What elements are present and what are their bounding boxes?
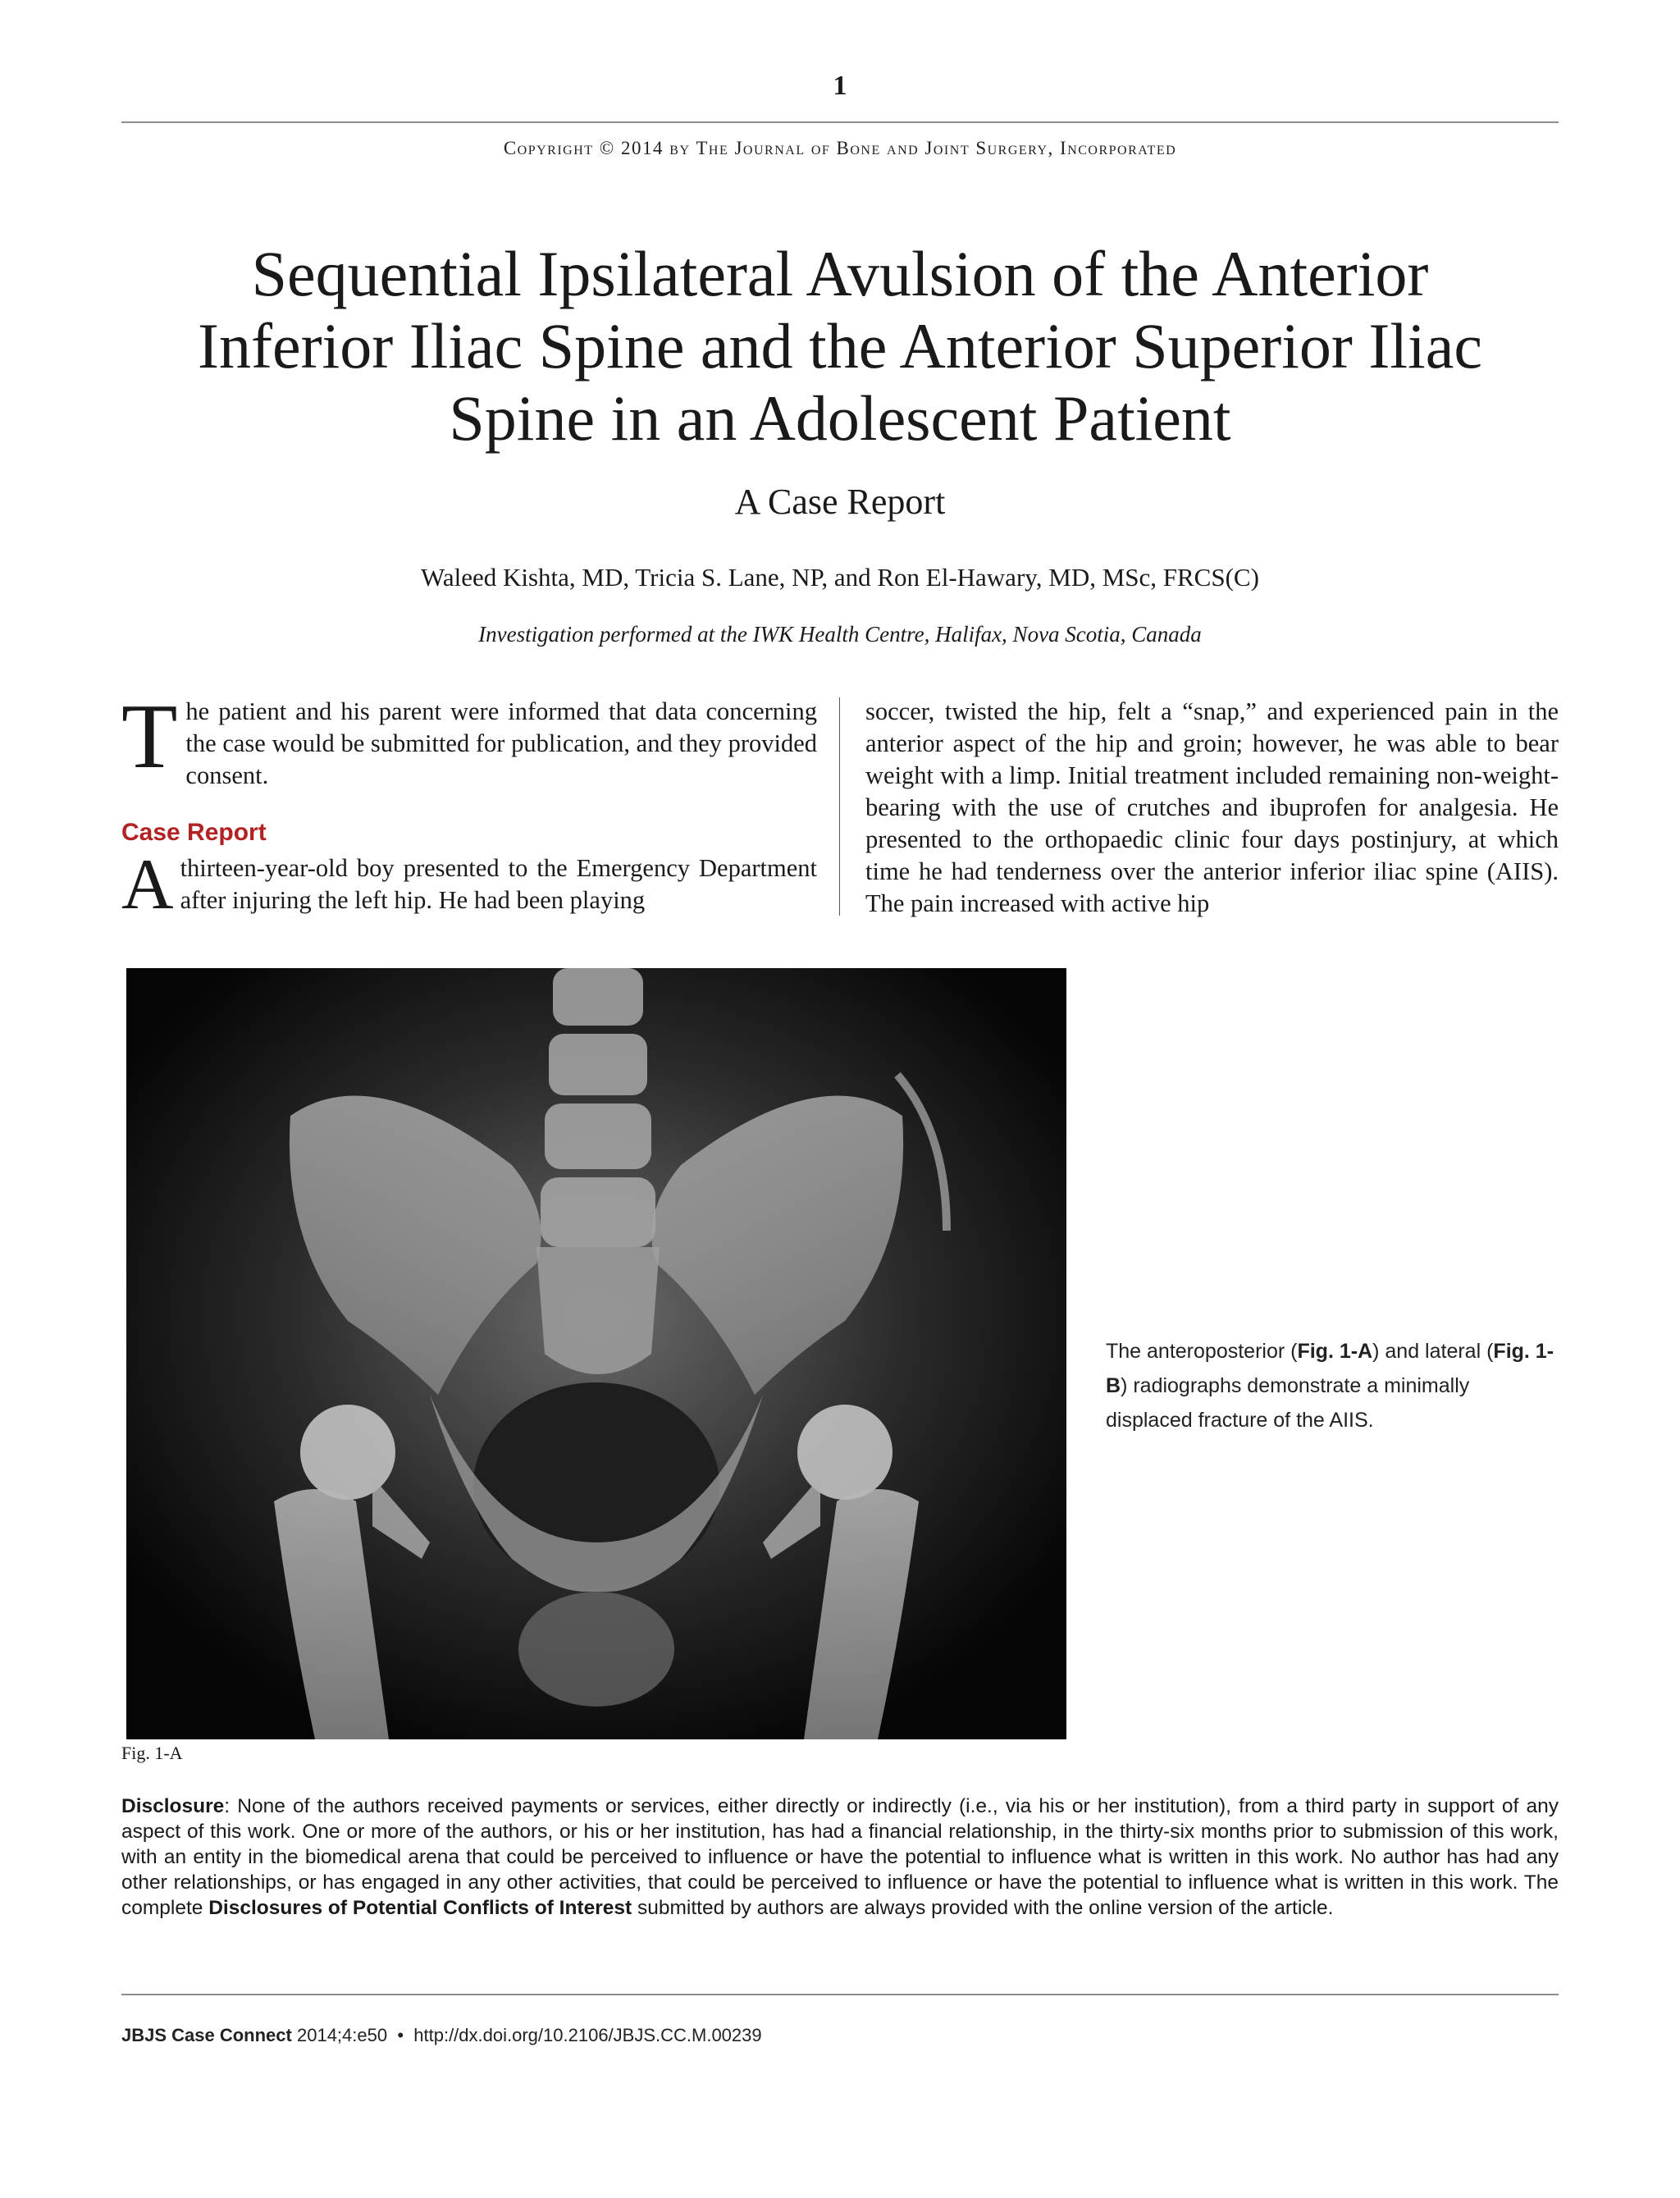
page-number: 1 [833,71,847,101]
disclosure-label: Disclosure [121,1795,225,1817]
caption-ref-fig-1b[interactable]: Fig. 1-B [1106,1340,1554,1397]
footer-citation [121,2025,762,2046]
copyright-line: Copyright © 2014 by The Journal of Bone and Joint Surgery, Incorporated [503,138,1177,158]
case-text-right: soccer, twisted the hip, felt a “snap,” and experienced pain in the anterior aspect of the hip and groin; however, he was able to bear weight with a limp. Initial treatment included remaining non-weight-bearing with the use of crutches and ibuprofen for analgesia. He presented to the orthopaedic clinic four days postinjury, at which time he had tenderness over the anterior inferior iliac spine (AIIS). The pain increased with active hip [865,697,1559,917]
case-paragraph [121,845,817,925]
section-heading-case-report: Case Report [121,819,267,846]
footer-journal-name: JBJS Case Connect [121,2025,292,2045]
pelvis-radiograph-image [126,968,1066,1739]
disclosure-text-3: submitted by authors are always provided with the online version of the article. [632,1897,1334,1919]
disclosure-conflicts-link[interactable]: Disclosures of Potential Conflicts of Interest [208,1897,632,1919]
left-column [121,686,817,925]
caption-ref-fig-1a[interactable]: Fig. 1-A [1297,1340,1373,1363]
figure-label: Fig. 1-A [121,1743,183,1763]
intro-paragraph [121,686,817,792]
footer-rule [121,1994,1559,1995]
footer-doi-link[interactable]: http://dx.doi.org/10.2106/JBJS.CC.M.00239 [413,2025,762,2045]
footer-bullet: • [397,2025,404,2045]
case-text-left: thirteen-year-old boy presented to the Emergency Department after injuring the left hip. He had been playing [180,854,817,914]
right-column [865,696,1559,920]
caption-text-2: ) and lateral ( [1372,1340,1494,1363]
intro-dropcap: T [121,686,178,788]
caption-text-3: ) radiographs demonstrate a minimally displaced fracture of the AIIS. [1106,1374,1470,1432]
intro-text: he patient and his parent were informed that data concerning the case would be submitted for publication, and they provided consent. [185,697,817,789]
disclosure-paragraph [121,1794,1559,1921]
column-divider [839,697,840,916]
header-rule [121,121,1559,123]
disclosure-text-1: : None of the authors received payments or services, either directly or indirectly (i.e., via his or her institution), from a third party in support of any aspect of this work. One or more of the authors, or his or her institution, has had a financial relationship, in the thirty-six months prior to submission of this work, with an entity in the biomedical arena that could be perceived to influence or have the potential to influence what is written in this work. No author has had any other relationships, or has engaged in any other activities, that could be perceived to influence or have the potential to influence what is written in this work. The complete [121,1795,1559,1919]
caption-text-1: The anteroposterior ( [1106,1340,1298,1363]
case-dropcap: A [121,845,174,925]
affiliation: Investigation performed at the IWK Health Centre, Halifax, Nova Scotia, Canada [478,622,1202,647]
footer-citation-number: 2014;4:e50 [296,2025,388,2045]
article-subtitle: A Case Report [734,482,946,522]
author-list: Waleed Kishta, MD, Tricia S. Lane, NP, and Ron El-Hawary, MD, MSc, FRCS(C) [421,563,1259,592]
article-title: Sequential Ipsilateral Avulsion of the Anterior Inferior Iliac Spine and the Anterior Superior Iliac Spine in an Adolescent Patient [198,238,1482,454]
radiograph-illustration [126,968,1066,1739]
figure-caption [1106,1334,1559,1437]
